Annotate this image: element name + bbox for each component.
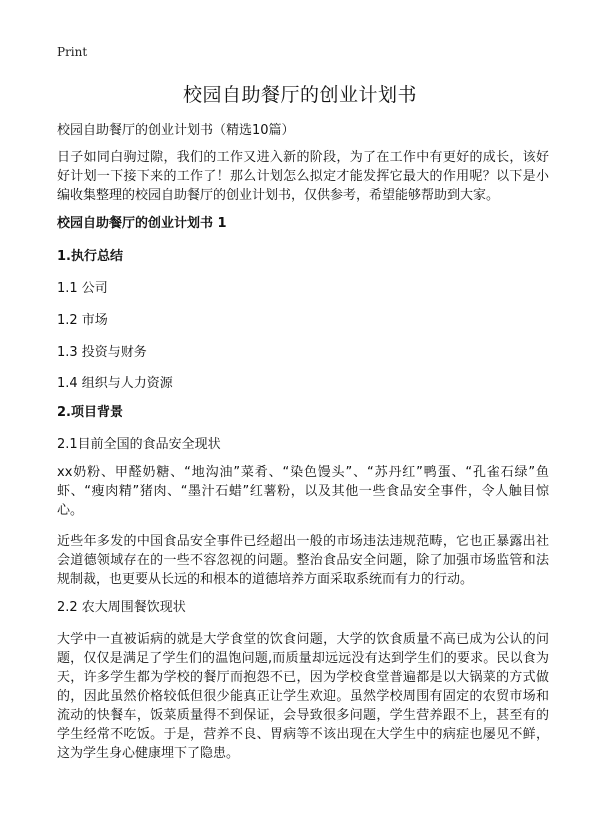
section-heading-background: 2.项目背景	[57, 405, 123, 420]
list-item: 1.3 投资与财务	[57, 345, 147, 360]
intro-paragraph: 日子如同白驹过隙，我们的工作又进入新的阶段，为了在工作中有更好的成长，该好好计划一下接下来的工作了！那么计划怎么拟定才能发挥它最大的作用呢？以下是小编收集整理的校园自助餐厅的创业计划书，仅供参考，希望能够帮助到大家。	[57, 150, 549, 203]
list-item: 1.2 市场	[57, 313, 108, 328]
print-link[interactable]: Print	[57, 45, 88, 59]
dining-status-paragraph: 大学中一直被诟病的就是大学食堂的饮食问题，大学的饮食质量不高已成为公认的问题，仅仅是满足了学生们的温饱问题,而质量却远远没有达到学生们的要求。民以食为天，许多学生都为学校的餐厅而抱怨不已，因为学校食堂普遍都是以大锅菜的方式做的，因此虽然价格较低但很少能真正让学生欢迎。虽然学校周围有固定的农贸市场和流动的快餐车，饭菜质量得不到保证，会导致很多问题，学生营养跟不上，甚至有的学生经常不吃饭。于是，营养不良、胃病等不该出现在大学生中的病症也屡见不鲜，这为学生身心健康埋下了隐患。	[57, 632, 549, 761]
list-item: 1.4 组织与人力资源	[57, 376, 173, 391]
document-subtitle: 校园自助餐厅的创业计划书（精选10篇）	[57, 123, 295, 138]
plan-heading: 校园自助餐厅的创业计划书 1	[57, 216, 227, 231]
subsection-heading-food-safety: 2.1目前全国的食品安全现状	[57, 437, 221, 452]
food-safety-paragraph-1: xx奶粉、甲醛奶糖、“地沟油”菜肴、“染色馒头”、“苏丹红”鸭蛋、“孔雀石绿”鱼虾、“瘦肉精”猪肉、“墨汁石蜡”红薯粉，以及其他一些食品安全事件，令人触目惊心。	[57, 465, 549, 518]
page-title: 校园自助餐厅的创业计划书	[182, 84, 417, 106]
section-heading-executive-summary: 1.执行总结	[57, 249, 123, 264]
food-safety-paragraph-2: 近些年多发的中国食品安全事件已经超出一般的市场违法违规范畴，它也正暴露出社会道德领域存在的一些不容忽视的问题。整治食品安全问题，除了加强市场监管和法规制裁，也更要从长远的和根本的道德培养方面采取系统而有力的行动。	[57, 534, 549, 587]
subsection-heading-dining-status: 2.2 农大周围餐饮现状	[57, 600, 186, 615]
list-item: 1.1 公司	[57, 281, 108, 296]
